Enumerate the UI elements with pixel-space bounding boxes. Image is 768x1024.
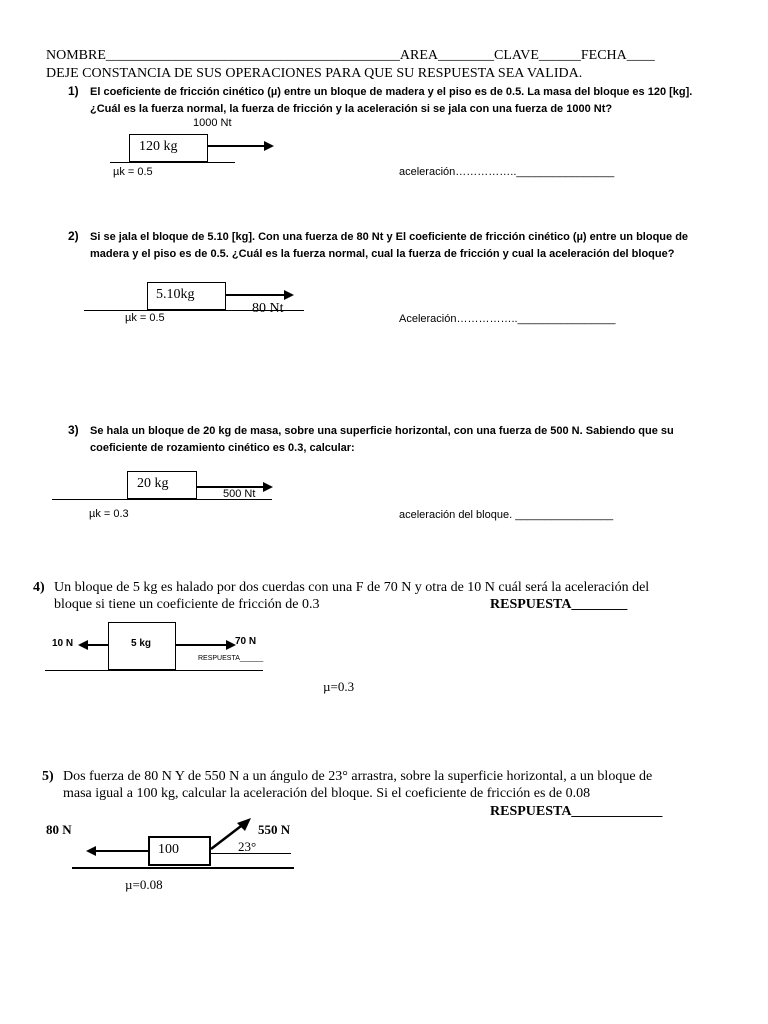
q3-mass-label: 20 kg — [137, 476, 169, 491]
q5-floor-line — [72, 867, 294, 869]
q2-mu-label: µk = 0.5 — [125, 312, 165, 324]
q1-number: 1) — [68, 84, 79, 98]
q2-text-line2: madera y el piso es de 0.5. ¿Cuál es la fuerza normal, cual la fuerza de fricción y cual la aceleración del bloque? — [90, 248, 675, 260]
q4-text-line2: bloque si tiene un coeficiente de fricción de 0.3 — [54, 597, 320, 612]
q1-force-label: 1000 Nt — [193, 117, 232, 129]
q3-floor-line — [52, 499, 272, 500]
q4-force-left-arrow — [80, 644, 108, 646]
q4-force-right-label: 70 N — [235, 636, 257, 647]
q3-text-line2: coeficiente de rozamiento cinético es 0.3, calcular: — [90, 442, 355, 454]
q4-respuesta: RESPUESTA________ — [490, 597, 628, 612]
q3-text-line1: Se hala un bloque de 20 kg de masa, sobre una superficie horizontal, con una fuerza de 500 N. Sabiendo que su — [90, 425, 674, 437]
q1-force-arrow — [208, 145, 272, 147]
q2-mass-label: 5.10kg — [156, 287, 195, 302]
q3-force-label: 500 Nt — [223, 488, 256, 500]
q4-mu-label: µ=0.3 — [323, 679, 355, 694]
q2-floor-line — [84, 310, 304, 311]
q5-mass-label: 100 — [158, 842, 179, 857]
q2-force-label: 80 Nt — [252, 301, 284, 316]
q1-mu-label: µk = 0.5 — [113, 166, 153, 178]
q5-text-line1: Dos fuerza de 80 N Y de 550 N a un ángulo de 23° arrastra, sobre la superficie horizontal, a un bloque de — [63, 769, 653, 784]
q5-mu-label: µ=0.08 — [125, 877, 163, 892]
q1-floor-line — [110, 162, 235, 163]
q5-text-line2: masa igual a 100 kg, calcular la aceleración del bloque. Si el coeficiente de fricción es de 0.08 — [63, 786, 591, 801]
name-area-header: NOMBRE__________________________________________AREA________CLAVE______FECHA____ — [46, 48, 655, 63]
q2-number: 2) — [68, 229, 79, 243]
instructions: DEJE CONSTANCIA DE SUS OPERACIONES PARA QUE SU RESPUESTA SEA VALIDA. — [46, 66, 583, 81]
q3-mu-label: µk = 0.3 — [89, 508, 129, 520]
q5-respuesta: RESPUESTA_____________ — [490, 804, 663, 819]
q2-force-arrow — [226, 294, 292, 296]
q3-number: 3) — [68, 423, 79, 437]
q5-angle-label: 23° — [238, 839, 257, 854]
q3-answer-line: aceleración del bloque. ________________ — [399, 509, 614, 521]
q2-answer-line: Aceleración……………..________________ — [399, 313, 616, 325]
q5-reference-line — [211, 853, 291, 854]
q4-number: 4) — [33, 580, 45, 595]
q5-number: 5) — [42, 769, 54, 784]
q4-mass-label: 5 kg — [131, 638, 152, 649]
q4-force-right-arrow — [176, 644, 234, 646]
q4-text-line1: Un bloque de 5 kg es halado por dos cuerdas con una F de 70 N y otra de 10 N cuál será la aceleración del — [54, 580, 650, 595]
q4-force-left-label: 10 N — [52, 638, 74, 649]
q1-text-line2: ¿Cuál es la fuerza normal, la fuerza de fricción y la aceleración si se jala con una fuerza de 1000 Nt? — [90, 103, 613, 115]
q4-small-respuesta: RESPUESTA______ — [198, 655, 264, 662]
q4-floor-line — [45, 670, 263, 671]
q1-text-line1: El coeficiente de fricción cinético (µ) entre un bloque de madera y el piso es de 0.5. La masa del bloque es 120 [kg]. — [90, 86, 693, 98]
q1-mass-label: 120 kg — [139, 139, 178, 154]
q2-text-line1: Si se jala el bloque de 5.10 [kg]. Con una fuerza de 80 Nt y El coeficiente de fricción cinético (µ) entre un bloque de — [90, 231, 689, 243]
q5-force-left-label: 80 N — [46, 822, 72, 837]
q5-force-right-label: 550 N — [258, 822, 291, 837]
q1-answer-line: aceleración……………..________________ — [399, 166, 615, 178]
q5-force-left-arrow — [88, 850, 148, 852]
